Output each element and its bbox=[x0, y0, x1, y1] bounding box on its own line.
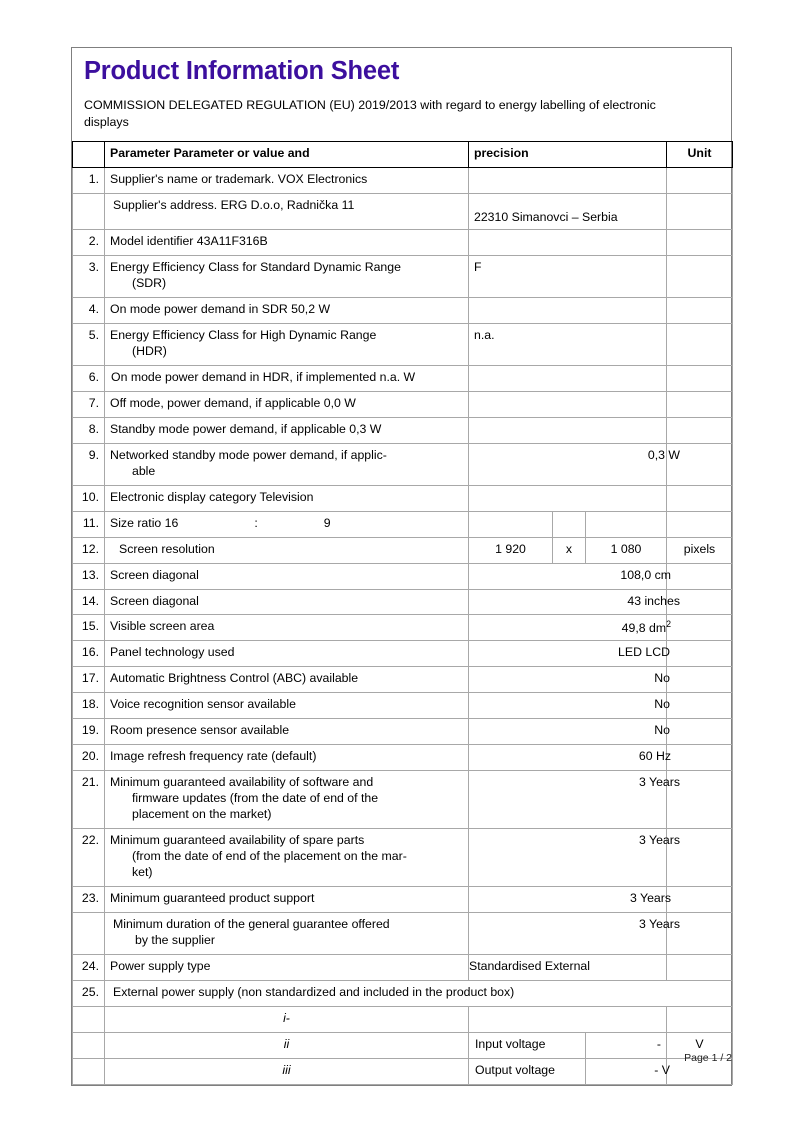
row-unit bbox=[667, 323, 733, 365]
row-unit: pixels bbox=[667, 537, 733, 563]
row-label-line1: Energy Efficiency Class for Standard Dynamic Range bbox=[110, 259, 401, 274]
row-number: 1. bbox=[73, 167, 105, 193]
row-label-text: Size ratio 16 bbox=[110, 515, 179, 530]
row-label: Power supply type bbox=[105, 955, 469, 981]
header-col-parameter: Parameter Parameter or value and bbox=[105, 141, 469, 167]
row-value bbox=[469, 485, 667, 511]
table-row bbox=[73, 771, 733, 829]
table-row bbox=[73, 537, 733, 563]
table-row bbox=[73, 365, 733, 391]
row-label bbox=[469, 1007, 667, 1033]
row-label: Screen diagonal bbox=[105, 589, 469, 615]
row-label: Panel technology used bbox=[105, 641, 469, 667]
row-number: 2. bbox=[73, 229, 105, 255]
row-label bbox=[105, 443, 469, 485]
table-row bbox=[73, 229, 733, 255]
table-row bbox=[73, 167, 733, 193]
row-value: - bbox=[586, 1033, 667, 1059]
row-unit bbox=[667, 615, 733, 641]
table-row bbox=[73, 255, 733, 297]
row-label-line1: Minimum guaranteed availability of software and bbox=[110, 775, 374, 790]
row-label: Output voltage bbox=[469, 1059, 586, 1085]
page-title: Product Information Sheet bbox=[84, 57, 400, 85]
table-row bbox=[73, 589, 733, 615]
table-row bbox=[73, 443, 733, 485]
row-number bbox=[73, 913, 105, 955]
row-unit bbox=[667, 365, 733, 391]
row-value: Standardised External bbox=[469, 955, 667, 981]
table-row bbox=[73, 563, 733, 589]
size-ratio-separator: : bbox=[254, 515, 258, 530]
product-information-sheet bbox=[71, 47, 732, 1086]
table-row bbox=[73, 887, 733, 913]
row-label: Screen resolution bbox=[105, 537, 469, 563]
row-label: Screen diagonal bbox=[105, 563, 469, 589]
row-subcell-a bbox=[469, 511, 553, 537]
table-row bbox=[73, 1007, 733, 1033]
row-value: 60 Hz bbox=[469, 745, 667, 771]
row-label-line1: Minimum guaranteed availability of spare parts bbox=[110, 833, 365, 848]
row-number: 15. bbox=[73, 615, 105, 641]
resolution-height: 1 080 bbox=[586, 537, 667, 563]
row-number: 8. bbox=[73, 417, 105, 443]
row-value: 108,0 cm bbox=[469, 563, 667, 589]
row-value: F bbox=[469, 255, 667, 297]
row-roman-numeral: ii bbox=[105, 1033, 469, 1059]
row-value bbox=[469, 167, 667, 193]
resolution-width: 1 920 bbox=[469, 537, 553, 563]
row-label-line3: ket) bbox=[132, 865, 153, 880]
row-unit bbox=[667, 641, 733, 667]
table-row bbox=[73, 641, 733, 667]
row-value bbox=[469, 297, 667, 323]
row-label bbox=[105, 323, 469, 365]
table-row bbox=[73, 391, 733, 417]
table-row bbox=[73, 323, 733, 365]
row-label: On mode power demand in HDR, if implemented n.a. W bbox=[105, 365, 469, 391]
row-value: 3 Years bbox=[469, 913, 667, 955]
header-col-unit: Unit bbox=[667, 141, 733, 167]
row-value: 3 Years bbox=[469, 829, 667, 887]
row-value-text: - bbox=[654, 1063, 659, 1078]
row-number: 21. bbox=[73, 771, 105, 829]
size-ratio-height: 9 bbox=[323, 515, 331, 530]
row-unit bbox=[667, 229, 733, 255]
row-unit bbox=[667, 887, 733, 913]
row-value bbox=[469, 615, 671, 641]
row-number: 17. bbox=[73, 667, 105, 693]
row-label: Visible screen area bbox=[105, 615, 469, 641]
row-unit: V bbox=[661, 1063, 670, 1078]
row-unit bbox=[667, 193, 733, 229]
resolution-separator: x bbox=[553, 537, 586, 563]
table-row bbox=[73, 829, 733, 887]
table-row bbox=[73, 511, 733, 537]
row-label: Minimum guaranteed product support bbox=[105, 887, 469, 913]
row-value: 3 Years bbox=[469, 771, 667, 829]
row-label-line2: (HDR) bbox=[132, 343, 167, 358]
row-label: Off mode, power demand, if applicable 0,0 W bbox=[105, 391, 469, 417]
row-roman-numeral: i- bbox=[105, 1007, 469, 1033]
row-label-line2: firmware updates (from the date of end of the bbox=[132, 791, 379, 806]
table-row bbox=[73, 667, 733, 693]
row-number: 13. bbox=[73, 563, 105, 589]
row-value: 0,3 W bbox=[469, 443, 667, 485]
table-row bbox=[73, 485, 733, 511]
row-number: 22. bbox=[73, 829, 105, 887]
row-number: 10. bbox=[73, 485, 105, 511]
table-row bbox=[73, 981, 733, 1007]
row-number: 20. bbox=[73, 745, 105, 771]
row-number: 5. bbox=[73, 323, 105, 365]
row-number: 24. bbox=[73, 955, 105, 981]
row-label: Standby mode power demand, if applicable 0,3 W bbox=[105, 417, 469, 443]
row-unit bbox=[667, 745, 733, 771]
row-value: No bbox=[469, 693, 667, 719]
row-unit bbox=[667, 693, 733, 719]
table-row bbox=[73, 615, 733, 641]
row-label bbox=[105, 511, 469, 537]
row-unit bbox=[667, 417, 733, 443]
row-number: 4. bbox=[73, 297, 105, 323]
row-subcell-c bbox=[586, 511, 667, 537]
row-label bbox=[105, 771, 469, 829]
row-number: 25. bbox=[73, 981, 105, 1007]
row-number: 12. bbox=[73, 537, 105, 563]
row-number: 23. bbox=[73, 887, 105, 913]
row-subcell-b bbox=[553, 511, 586, 537]
row-label-line1: Minimum duration of the general guarantee offered bbox=[113, 917, 390, 932]
row-number: 7. bbox=[73, 391, 105, 417]
row-number: 16. bbox=[73, 641, 105, 667]
row-label: Input voltage bbox=[469, 1033, 586, 1059]
row-number: 6. bbox=[73, 365, 105, 391]
row-number: 14. bbox=[73, 589, 105, 615]
row-label-line2: (from the date of end of the placement on the mar- bbox=[132, 849, 407, 864]
row-unit bbox=[667, 955, 733, 981]
row-unit bbox=[667, 297, 733, 323]
row-unit: V bbox=[667, 1033, 733, 1059]
row-value: 3 Years bbox=[469, 887, 667, 913]
table-header-row bbox=[73, 141, 733, 167]
row-roman-numeral: iii bbox=[105, 1059, 469, 1085]
row-label: Supplier's name or trademark. VOX Electronics bbox=[105, 167, 469, 193]
row-unit bbox=[667, 667, 733, 693]
row-number: 11. bbox=[73, 511, 105, 537]
product-parameters-table bbox=[72, 141, 733, 1086]
row-value bbox=[469, 417, 667, 443]
row-value: No bbox=[469, 667, 667, 693]
row-number bbox=[73, 1007, 105, 1033]
row-value bbox=[469, 229, 667, 255]
row-unit bbox=[667, 255, 733, 297]
regulation-subtitle: COMMISSION DELEGATED REGULATION (EU) 2019/2013 with regard to energy labelling of electronic displays bbox=[84, 97, 656, 129]
row-label: On mode power demand in SDR 50,2 W bbox=[105, 297, 469, 323]
row-unit bbox=[667, 1007, 733, 1033]
row-unit bbox=[667, 391, 733, 417]
row-value-text: 49,8 dm bbox=[621, 621, 667, 636]
header-col-precision: precision bbox=[469, 141, 667, 167]
row-label: Electronic display category Television bbox=[105, 485, 469, 511]
row-unit bbox=[667, 511, 733, 537]
table-row bbox=[73, 913, 733, 955]
table-row bbox=[73, 955, 733, 981]
row-label bbox=[105, 829, 469, 887]
row-unit bbox=[667, 719, 733, 745]
table-row bbox=[73, 417, 733, 443]
row-label-line3: placement on the market) bbox=[132, 807, 272, 822]
table-row bbox=[73, 693, 733, 719]
row-unit bbox=[667, 167, 733, 193]
row-label bbox=[105, 913, 469, 955]
row-number bbox=[73, 193, 105, 229]
document-header bbox=[72, 48, 731, 141]
row-label: Room presence sensor available bbox=[105, 719, 469, 745]
row-label: Model identifier 43A11F316B bbox=[105, 229, 469, 255]
row-label-line2: able bbox=[132, 463, 156, 478]
row-unit bbox=[667, 485, 733, 511]
row-label bbox=[105, 255, 469, 297]
table-row bbox=[73, 745, 733, 771]
row-label: Image refresh frequency rate (default) bbox=[105, 745, 469, 771]
row-label: Automatic Brightness Control (ABC) available bbox=[105, 667, 469, 693]
row-label-line1: Networked standby mode power demand, if applic- bbox=[110, 447, 387, 462]
row-value bbox=[469, 391, 667, 417]
table-row bbox=[73, 193, 733, 229]
row-label-line1: Energy Efficiency Class for High Dynamic Range bbox=[110, 327, 377, 342]
row-value: No bbox=[469, 719, 667, 745]
row-value bbox=[469, 365, 667, 391]
header-col-number bbox=[73, 141, 105, 167]
row-unit bbox=[667, 563, 733, 589]
row-value-superscript: 2 bbox=[666, 619, 671, 630]
table-row bbox=[73, 297, 733, 323]
page-footer: Page 1 / 2 bbox=[684, 1052, 732, 1064]
row-number: 18. bbox=[73, 693, 105, 719]
row-label: External power supply (non standardized and included in the product box) bbox=[105, 981, 733, 1007]
row-label-line2: (SDR) bbox=[132, 275, 167, 290]
row-number: 9. bbox=[73, 443, 105, 485]
row-value: LED LCD bbox=[469, 641, 667, 667]
row-label: Supplier's address. ERG D.o.o, Radnička 11 bbox=[105, 193, 469, 229]
row-label-line2: by the supplier bbox=[135, 933, 215, 948]
row-label: Voice recognition sensor available bbox=[105, 693, 469, 719]
table-row bbox=[73, 719, 733, 745]
row-value: 43 inches bbox=[469, 589, 667, 615]
row-number: 3. bbox=[73, 255, 105, 297]
row-value: 22310 Simanovci – Serbia bbox=[469, 193, 667, 229]
row-value: n.a. bbox=[469, 323, 667, 365]
row-number: 19. bbox=[73, 719, 105, 745]
